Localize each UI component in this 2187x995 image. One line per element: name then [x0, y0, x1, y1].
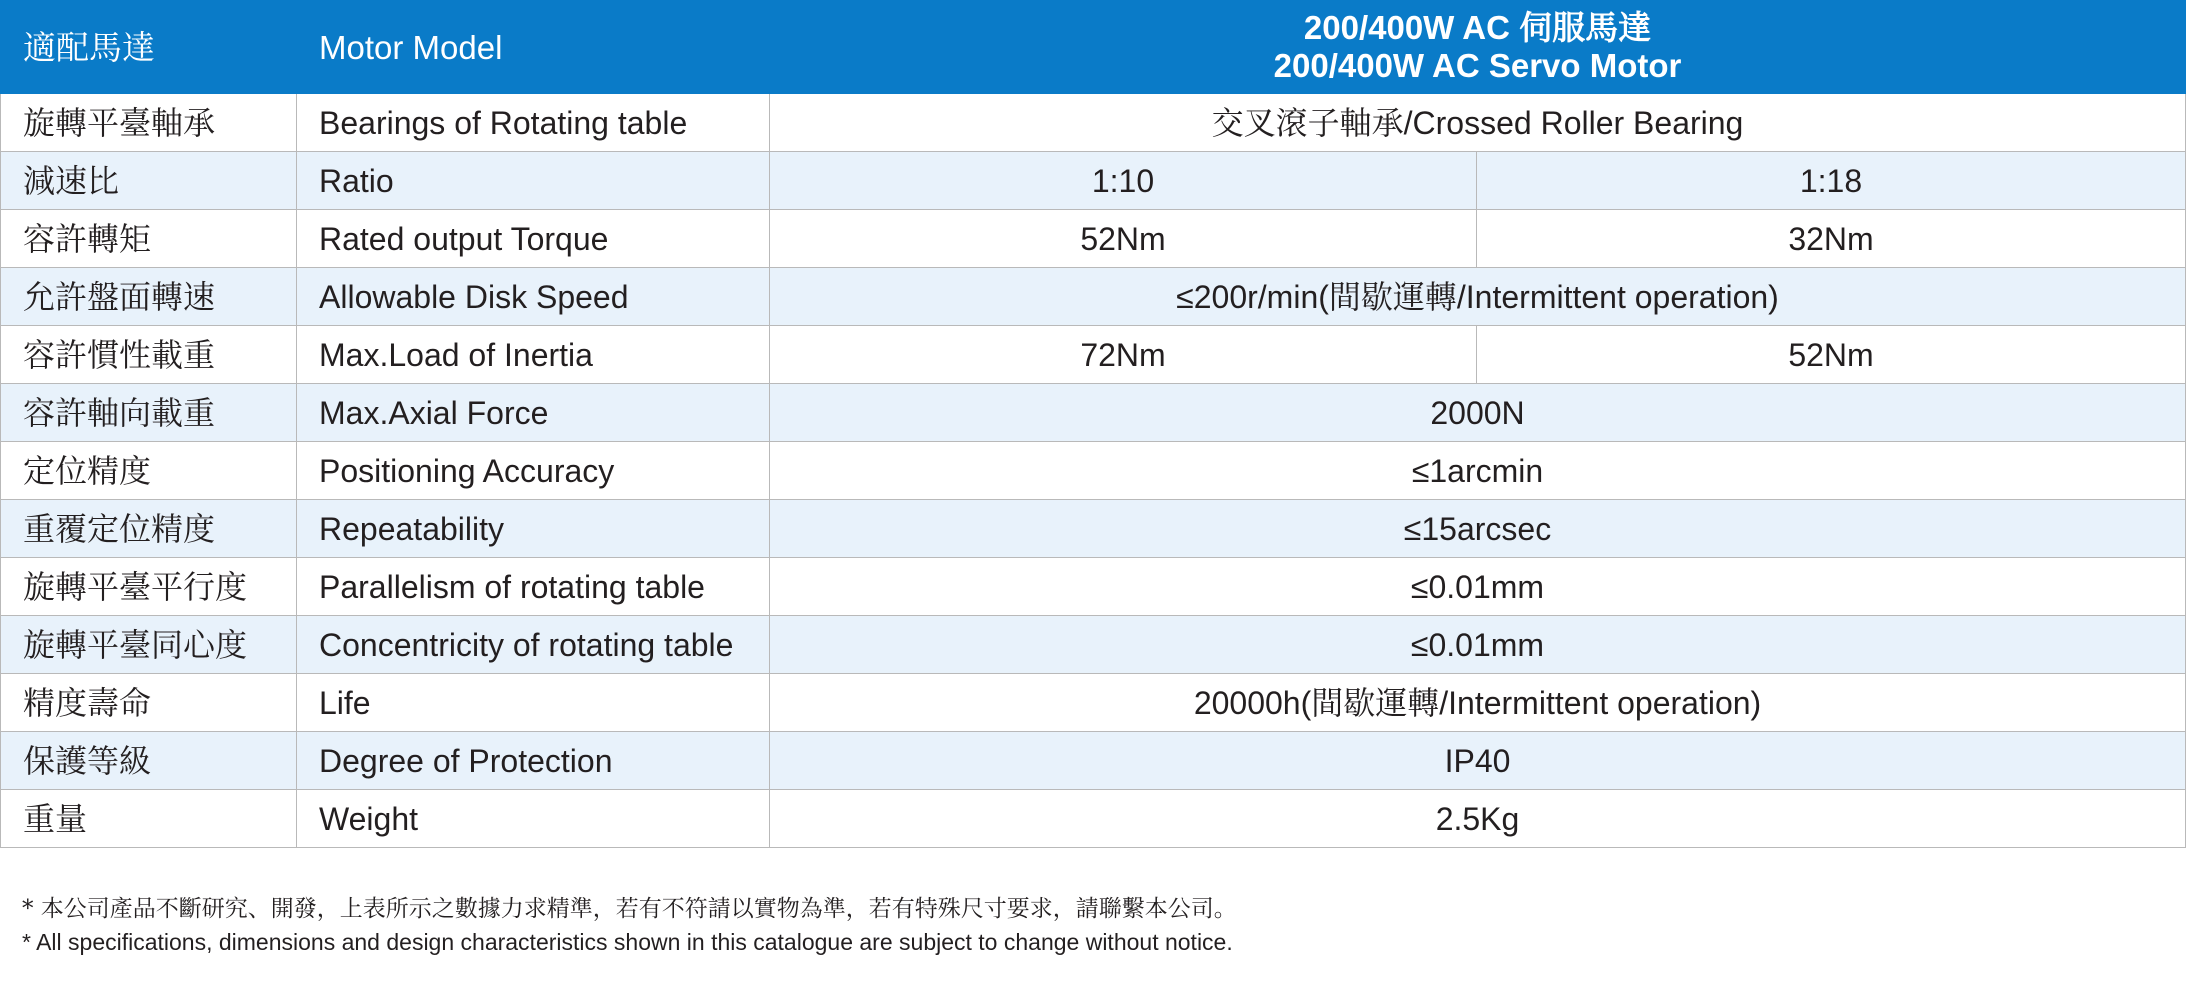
table-row: [1, 268, 2186, 326]
row-value: ≤1arcmin: [770, 442, 2186, 500]
row-value: 交叉滾子軸承/Crossed Roller Bearing: [770, 94, 2186, 152]
footnotes: [22, 893, 1237, 959]
row-value-2: 52Nm: [1477, 326, 2186, 384]
header-motor-model: [770, 1, 2186, 94]
row-label-zh: 容許慣性載重: [1, 326, 297, 384]
motor-model-en: 200/400W AC Servo Motor: [1273, 47, 1682, 84]
row-value: ≤0.01mm: [770, 616, 2186, 674]
header-label-zh: 適配馬達: [1, 1, 297, 94]
row-value: ≤15arcsec: [770, 500, 2186, 558]
table-row: [1, 442, 2186, 500]
row-label-en: Repeatability: [297, 500, 770, 558]
table-row: [1, 616, 2186, 674]
row-label-zh: 旋轉平臺軸承: [1, 94, 297, 152]
row-label-zh: 定位精度: [1, 442, 297, 500]
row-label-en: Bearings of Rotating table: [297, 94, 770, 152]
header-label-en: Motor Model: [297, 1, 770, 94]
row-label-zh: 重覆定位精度: [1, 500, 297, 558]
row-label-en: Parallelism of rotating table: [297, 558, 770, 616]
row-value: 2000N: [770, 384, 2186, 442]
row-label-en: Weight: [297, 790, 770, 848]
row-label-zh: 精度壽命: [1, 674, 297, 732]
table-row: [1, 384, 2186, 442]
row-label-en: Positioning Accuracy: [297, 442, 770, 500]
row-value: IP40: [770, 732, 2186, 790]
table-row: [1, 674, 2186, 732]
table-header-row: [1, 1, 2186, 94]
row-label-zh: 旋轉平臺平行度: [1, 558, 297, 616]
row-label-en: Max.Axial Force: [297, 384, 770, 442]
table-row: [1, 500, 2186, 558]
table-row: [1, 732, 2186, 790]
table-row: [1, 210, 2186, 268]
table-row: [1, 326, 2186, 384]
row-label-zh: 旋轉平臺同心度: [1, 616, 297, 674]
row-value: 20000h(間歇運轉/Intermittent operation): [770, 674, 2186, 732]
row-label-en: Degree of Protection: [297, 732, 770, 790]
row-label-en: Max.Load of Inertia: [297, 326, 770, 384]
footnote-zh: * 本公司產品不斷研究、開發，上表所示之數據力求精準，若有不符請以實物為準，若有特殊尺寸要求，請聯繫本公司。: [22, 896, 1237, 922]
row-value-1: 72Nm: [770, 326, 1477, 384]
motor-model-zh: 200/400W AC 伺服馬達: [1303, 9, 1652, 46]
row-label-en: Life: [297, 674, 770, 732]
table-row: [1, 790, 2186, 848]
row-label-zh: 保護等級: [1, 732, 297, 790]
table-row: [1, 94, 2186, 152]
row-label-en: Ratio: [297, 152, 770, 210]
row-label-zh: 重量: [1, 790, 297, 848]
row-value-1: 52Nm: [770, 210, 1477, 268]
row-label-zh: 允許盤面轉速: [1, 268, 297, 326]
table-row: [1, 558, 2186, 616]
row-label-zh: 減速比: [1, 152, 297, 210]
row-value: ≤200r/min(間歇運轉/Intermittent operation): [770, 268, 2186, 326]
row-value-2: 1:18: [1477, 152, 2186, 210]
row-label-en: Allowable Disk Speed: [297, 268, 770, 326]
row-label-en: Concentricity of rotating table: [297, 616, 770, 674]
footnote-en: * All specifications, dimensions and design characteristics shown in this catalogue are subject to change without notice.: [22, 929, 1233, 955]
row-value-2: 32Nm: [1477, 210, 2186, 268]
table-row: [1, 152, 2186, 210]
row-value-1: 1:10: [770, 152, 1477, 210]
row-label-en: Rated output Torque: [297, 210, 770, 268]
row-label-zh: 容許轉矩: [1, 210, 297, 268]
row-value: ≤0.01mm: [770, 558, 2186, 616]
row-label-zh: 容許軸向載重: [1, 384, 297, 442]
row-value: 2.5Kg: [770, 790, 2186, 848]
